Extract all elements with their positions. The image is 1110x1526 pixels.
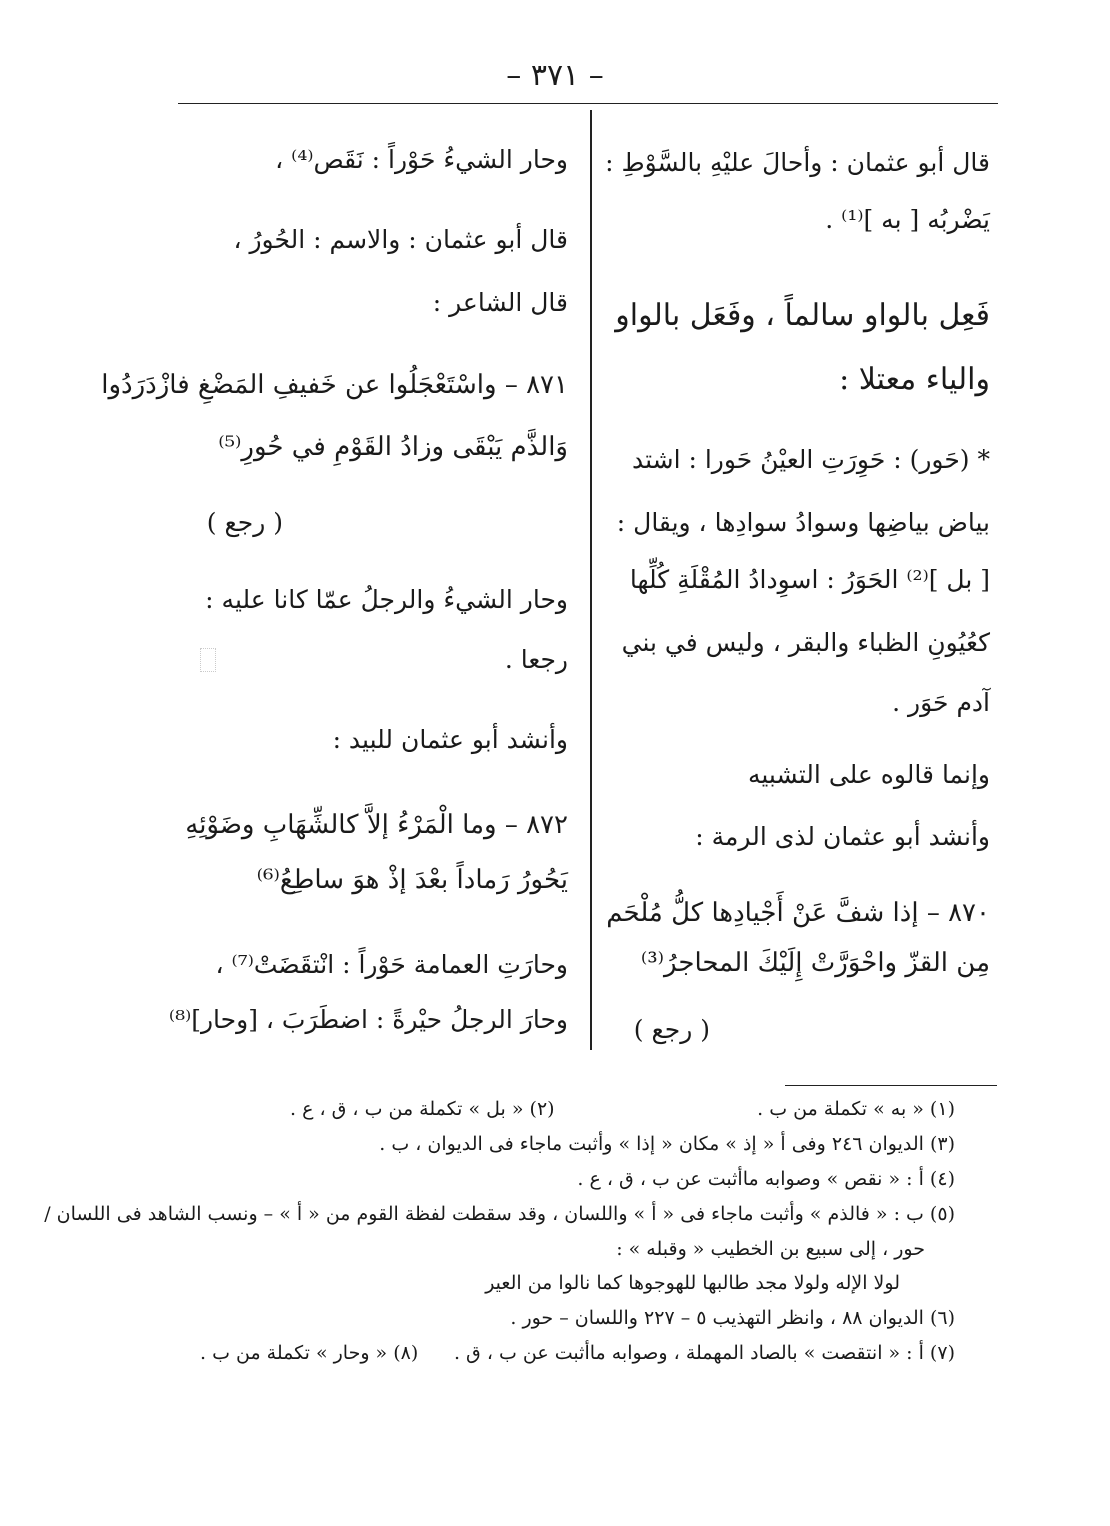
text-line: وإنما قالوه على التشبيه	[747, 760, 990, 789]
footnote: (٣) الديوان ٢٤٦ وفى أ « إذ » مكان « إذا » وأثبت ماجاء فى الديوان ، ب .	[379, 1133, 955, 1155]
text-line: بياض بياضِها وسوادُ سوادِها ، ويقال :	[616, 508, 990, 537]
section-heading: فَعِل بالواو سالماً ، وفَعَل بالواو	[615, 298, 990, 333]
margin-mark	[200, 648, 216, 672]
text-line: وحارَ الرجلُ حيْرةً : اضطَرَبَ ، [وحار]⁽⁸⁾	[168, 1005, 568, 1034]
verse-line: وَالذَّم يَبْقَى وزادُ القَوْمِ في حُورِ⁽⁵⁾	[218, 432, 568, 462]
footnote: (٢) « بل » تكملة من ب ، ق ، ع .	[290, 1098, 555, 1120]
page-number: – ٣٧١ –	[506, 58, 604, 93]
column-divider	[590, 110, 592, 1050]
footnote: (٤) أ : « نقص » وصوابه ماأثبت عن ب ، ق ، ع .	[577, 1168, 955, 1190]
verse-line: ٨٧٠ – إذا شفَّ عَنْ أَجْيادِها كلُّ مُلْحَم	[606, 898, 990, 928]
entry-heading: * (حَور) : حَوِرَتِ العيْنُ حَورا : اشتد	[631, 445, 990, 474]
verse-line: ٨٧١ – واسْتَعْجَلُوا عن خَفيفِ المَضْغِ فازْدَرَدُوا	[101, 370, 568, 400]
footnote: لولا الإله ولولا مجد طالبها للهوجوها كما نالوا من العير	[485, 1272, 900, 1294]
footnote: (٦) الديوان ٨٨ ، وانظر التهذيب ٥ – ٢٢٧ واللسان – حور .	[510, 1307, 955, 1329]
text-line: ( رجع )	[206, 508, 283, 537]
text-line: وحار الشيءُ حَوْراً : نَقَص⁽⁴⁾ ،	[275, 145, 568, 174]
verse-line: يَحُورُ رَماداً بعْدَ إذْ هوَ ساطِعُ⁽⁶⁾	[256, 865, 568, 895]
footnote: (١) « به » تكملة من ب .	[757, 1098, 955, 1120]
text-line: وأنشد أبو عثمان لذى الرمة :	[695, 822, 990, 851]
verse-line: ٨٧٢ – وما الْمَرْءُ إلاَّ كالشِّهَابِ وضَوْئِهِ	[185, 810, 568, 840]
text-line: يَضْربُه [ به ]⁽¹⁾ .	[825, 205, 990, 234]
footnote-rule	[785, 1085, 997, 1086]
footnote: (٨) « وحار » تكملة من ب .	[200, 1342, 419, 1364]
section-heading: والياء معتلا :	[839, 362, 990, 397]
text-line: قال الشاعر :	[432, 288, 568, 317]
top-rule	[178, 103, 998, 104]
text-line: قال أبو عثمان : وأحالَ عليْهِ بالسَّوْطِ :	[605, 148, 990, 177]
footnote: (٧) أ : « انتقصت » بالصاد المهملة ، وصوابه ماأثبت عن ب ، ق .	[453, 1342, 955, 1364]
text-line: وحار الشيءُ والرجلُ عمّا كانا عليه :	[205, 585, 568, 614]
text-line: رجعا .	[504, 645, 568, 674]
text-line: وحارَتِ العمامة حَوْراً : انْتقَضَتْ⁽⁷⁾ ،	[215, 950, 568, 979]
footnote: حور ، إلى سبيع بن الخطيب « وقبله » :	[616, 1238, 925, 1260]
text-line: قال أبو عثمان : والاسم : الحُورُ ،	[233, 225, 568, 254]
footnote: (٥) ب : « فالذم » وأثبت ماجاء فى « أ » واللسان ، وقد سقطت لفظة القوم من « أ » – ونسب الشاهد فى اللسان /	[44, 1203, 955, 1225]
verse-line: مِن القزّ واحْوَرَّتْ إِلَيْكَ المحاجرُ⁽³⁾	[640, 948, 990, 978]
text-line: [ بل ]⁽²⁾ الحَوَرُ : اسوِدادُ المُقْلَةِ كُلِّها	[629, 565, 990, 594]
text-line: كعُيُونِ الظباء والبقر ، وليس في بني	[621, 628, 990, 657]
text-line: ( رجع )	[633, 1015, 710, 1044]
text-line: وأنشد أبو عثمان للبيد :	[332, 725, 568, 754]
text-line: آدم حَوَر .	[892, 688, 990, 717]
